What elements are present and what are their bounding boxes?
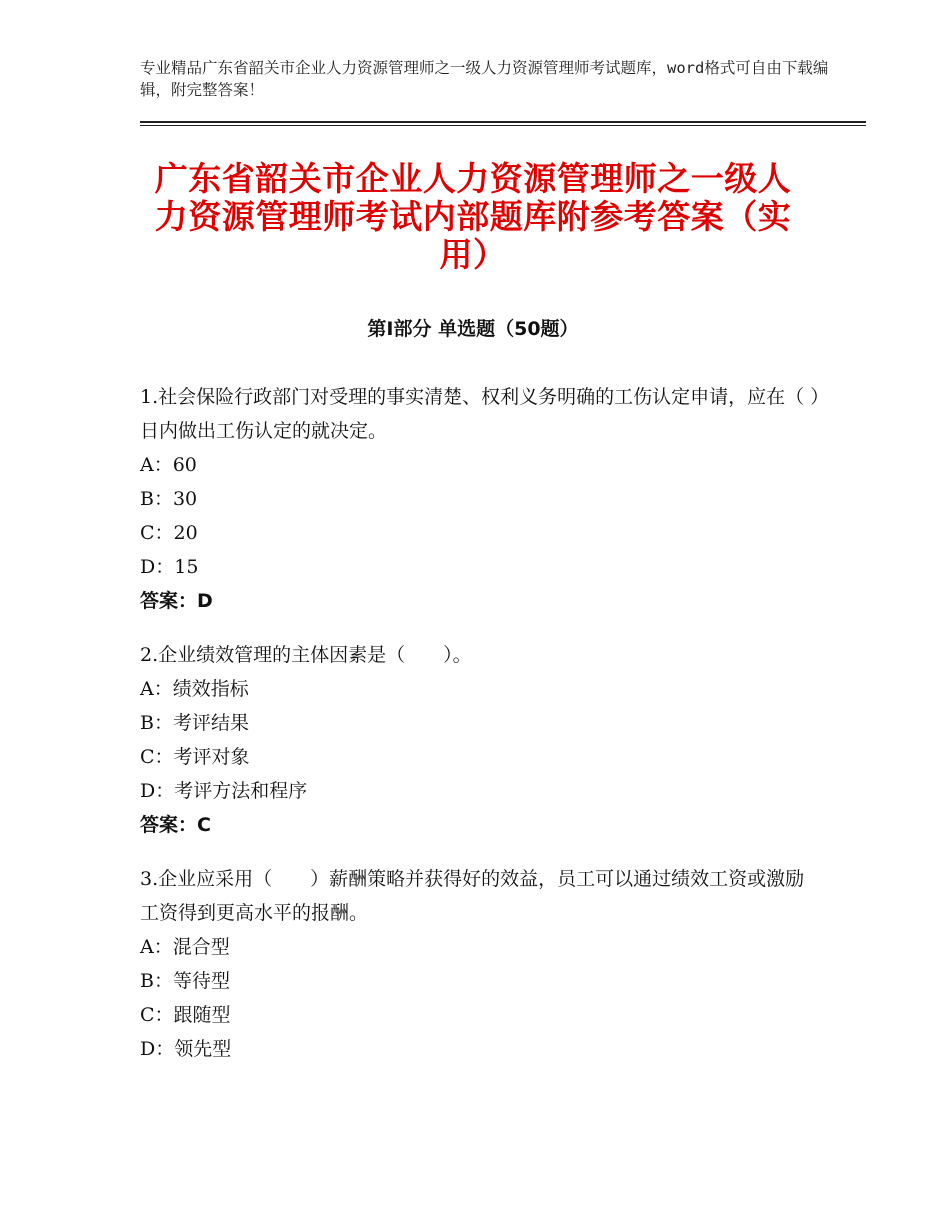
question-2 xyxy=(140,638,820,842)
option-d: D：领先型 xyxy=(140,1038,232,1060)
header-note: 专业精品广东省韶关市企业人力资源管理师之一级人力资源管理师考试题库，word格式可自由下载编辑，附完整答案！ xyxy=(140,59,829,99)
answer-line: 答案：C xyxy=(140,814,211,836)
option-b: B：30 xyxy=(140,488,198,510)
option-d: D：15 xyxy=(140,556,199,578)
header-divider-thick xyxy=(140,121,866,123)
question-stem: 1.社会保险行政部门对受理的事实清楚、权利义务明确的工伤认定申请，应在（ ）日内做出工伤认定的就决定。 xyxy=(140,386,820,442)
answer-line: 答案：D xyxy=(140,590,213,612)
option-a: A：混合型 xyxy=(140,936,230,958)
question-stem: 3.企业应采用（ ）薪酬策略并获得好的效益，员工可以通过绩效工资或激励工资得到更高水平的报酬。 xyxy=(140,868,805,924)
option-a: A：绩效指标 xyxy=(140,678,249,700)
header-divider-thin xyxy=(140,125,866,126)
question-3 xyxy=(140,862,820,1066)
document-title: 广东省韶关市企业人力资源管理师之一级人力资源管理师考试内部题库附参考答案（实用） xyxy=(154,159,792,274)
option-a: A：60 xyxy=(140,454,197,476)
option-c: C：考评对象 xyxy=(140,746,250,768)
option-c: C：20 xyxy=(140,522,198,544)
option-c: C：跟随型 xyxy=(140,1004,231,1026)
question-list xyxy=(140,380,820,1086)
option-b: B：考评结果 xyxy=(140,712,249,734)
option-d: D：考评方法和程序 xyxy=(140,780,308,802)
question-stem: 2.企业绩效管理的主体因素是（ ）。 xyxy=(140,644,472,666)
question-1 xyxy=(140,380,820,618)
section-heading: 第Ⅰ部分 单选题（50题） xyxy=(367,318,579,340)
option-b: B：等待型 xyxy=(140,970,230,992)
